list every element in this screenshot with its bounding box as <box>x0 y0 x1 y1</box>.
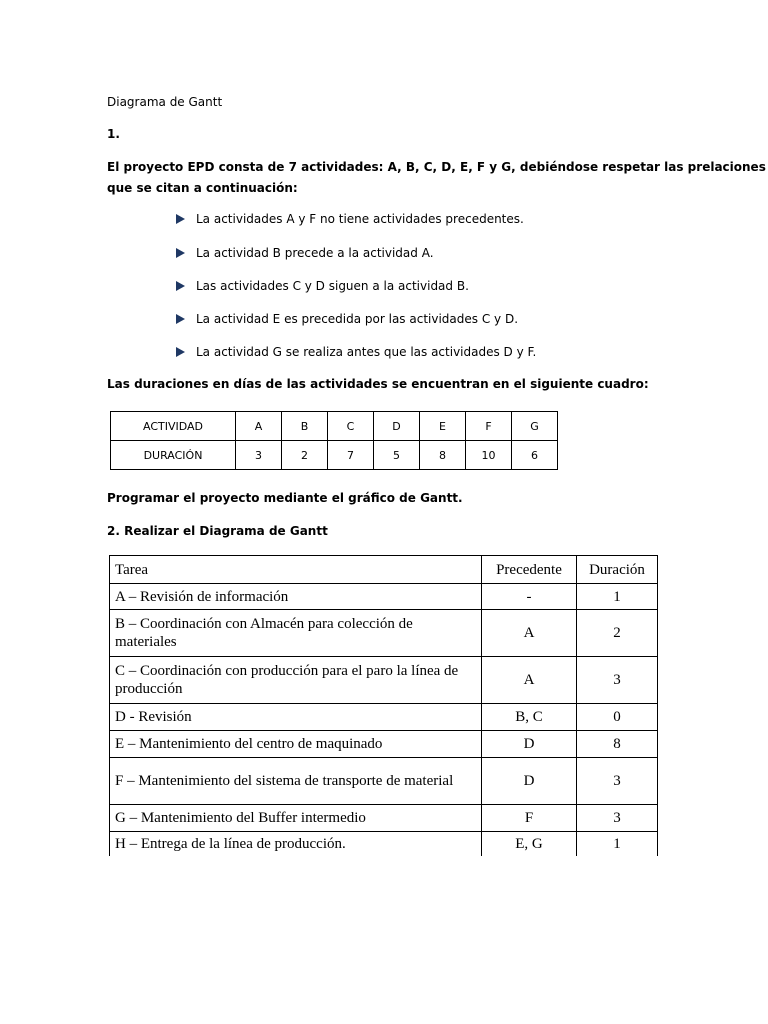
section-2-title: 2. Realizar el Diagrama de Gantt <box>107 524 328 538</box>
table-row <box>110 731 658 758</box>
arrow-bullet-icon <box>176 248 185 258</box>
document-title: Diagrama de Gantt <box>107 95 223 109</box>
bullet-text: La actividad E es precedida por las actividades C y D. <box>196 312 519 326</box>
activity-cell: E <box>420 412 466 441</box>
table-header-row <box>110 556 658 584</box>
activity-cell: C <box>328 412 374 441</box>
activity-cell: G <box>512 412 558 441</box>
table-row <box>110 832 658 856</box>
program-instruction: Programar el proyecto mediante el gráfico de Gantt. <box>107 491 463 505</box>
duration-cell: 6 <box>512 441 558 470</box>
bullet-item <box>176 311 518 327</box>
precedente-cell: D <box>482 731 577 758</box>
precedente-cell: E, G <box>482 832 577 856</box>
duration-cell: 3 <box>236 441 282 470</box>
duration-cell: 10 <box>466 441 512 470</box>
table-row <box>110 805 658 832</box>
gantt-task-table <box>109 555 658 856</box>
table-row <box>110 758 658 805</box>
table-row <box>110 610 658 657</box>
arrow-bullet-icon <box>176 347 185 357</box>
duracion-cell: 3 <box>577 758 658 805</box>
task-cell: E – Mantenimiento del centro de maquinado <box>110 731 482 758</box>
duracion-cell: 8 <box>577 731 658 758</box>
intro-line-2: que se citan a continuación: <box>107 181 298 195</box>
task-cell: H – Entrega de la línea de producción. <box>110 832 482 856</box>
duration-cell: 8 <box>420 441 466 470</box>
bullet-text: La actividades A y F no tiene actividades precedentes. <box>196 212 524 226</box>
precedente-cell: F <box>482 805 577 832</box>
duracion-cell: 3 <box>577 657 658 704</box>
task-cell: A – Revisión de información <box>110 584 482 610</box>
bullet-item <box>176 245 434 261</box>
duracion-cell: 1 <box>577 584 658 610</box>
header-duracion: Duración <box>577 556 658 584</box>
precedente-cell: B, C <box>482 704 577 731</box>
arrow-bullet-icon <box>176 281 185 291</box>
table-row <box>110 704 658 731</box>
duration-row <box>111 441 558 470</box>
activity-cell: A <box>236 412 282 441</box>
header-task: Tarea <box>110 556 482 584</box>
bullet-item <box>176 344 536 360</box>
bullet-item <box>176 211 524 227</box>
activity-cell: D <box>374 412 420 441</box>
activity-cell: B <box>282 412 328 441</box>
duracion-cell: 2 <box>577 610 658 657</box>
precedente-cell: A <box>482 657 577 704</box>
task-cell: G – Mantenimiento del Buffer intermedio <box>110 805 482 832</box>
precedente-cell: - <box>482 584 577 610</box>
precedente-cell: A <box>482 610 577 657</box>
durations-intro: Las duraciones en días de las actividades se encuentran en el siguiente cuadro: <box>107 377 649 391</box>
arrow-bullet-icon <box>176 314 185 324</box>
table-row <box>110 584 658 610</box>
arrow-bullet-icon <box>176 214 185 224</box>
task-cell: B – Coordinación con Almacén para colección de materiales <box>110 610 482 657</box>
table-row <box>110 657 658 704</box>
task-cell: D - Revisión <box>110 704 482 731</box>
section-1-number: 1. <box>107 127 120 141</box>
duracion-cell: 0 <box>577 704 658 731</box>
header-precedente: Precedente <box>482 556 577 584</box>
duration-cell: 7 <box>328 441 374 470</box>
task-cell: C – Coordinación con producción para el paro la línea de producción <box>110 657 482 704</box>
duration-cell: 2 <box>282 441 328 470</box>
task-cell: F – Mantenimiento del sistema de transporte de material <box>110 758 482 805</box>
bullet-item <box>176 278 469 294</box>
duration-header: DURACIÓN <box>111 441 236 470</box>
bullet-text: Las actividades C y D siguen a la actividad B. <box>196 279 469 293</box>
duration-cell: 5 <box>374 441 420 470</box>
bullet-text: La actividad B precede a la actividad A. <box>196 246 434 260</box>
durations-table <box>110 411 558 470</box>
bullet-text: La actividad G se realiza antes que las actividades D y F. <box>196 345 537 359</box>
activity-row <box>111 412 558 441</box>
activity-cell: F <box>466 412 512 441</box>
precedente-cell: D <box>482 758 577 805</box>
duracion-cell: 3 <box>577 805 658 832</box>
activity-header: ACTIVIDAD <box>111 412 236 441</box>
duracion-cell: 1 <box>577 832 658 856</box>
intro-line-1: El proyecto EPD consta de 7 actividades: A, B, C, D, E, F y G, debiéndose respetar las prelaciones <box>107 160 766 174</box>
